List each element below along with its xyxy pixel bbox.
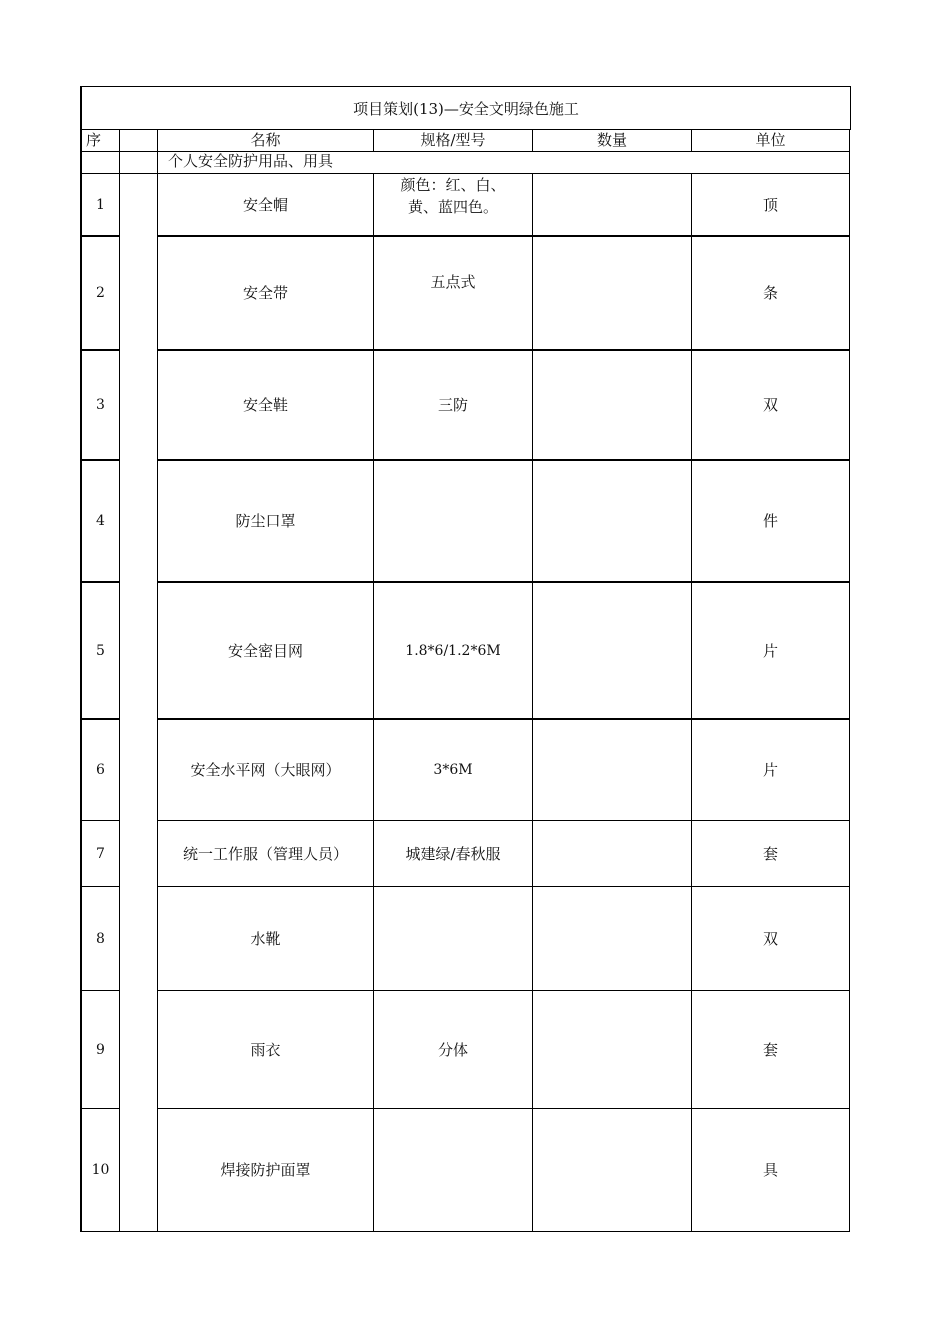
row-name: 焊接防护面罩: [158, 1109, 374, 1232]
row-name: 雨衣: [158, 991, 374, 1109]
row-unit: 具: [692, 1109, 850, 1232]
header-qty: 数量: [533, 130, 692, 152]
row-name: 安全鞋: [158, 351, 374, 461]
row-unit: 套: [692, 821, 850, 887]
section-seq-cell: [80, 152, 120, 174]
row-no: 7: [80, 821, 120, 887]
row-spec: [374, 174, 533, 237]
row-no: 9: [80, 991, 120, 1109]
row-no: 4: [80, 461, 120, 583]
row-no: 8: [80, 887, 120, 991]
row-unit: 件: [692, 461, 850, 583]
row-qty: [533, 583, 692, 720]
table-title: 项目策划(13)—安全文明绿色施工: [80, 86, 851, 130]
row-spec: 3*6M: [374, 720, 533, 821]
header-seq: 序: [80, 130, 120, 152]
row-no: 6: [80, 720, 120, 821]
header-name: 名称: [158, 130, 374, 152]
row-qty: [533, 821, 692, 887]
row-qty: [533, 351, 692, 461]
row-qty: [533, 461, 692, 583]
row-qty: [533, 887, 692, 991]
row-name: 安全密目网: [158, 583, 374, 720]
row-unit: 套: [692, 991, 850, 1109]
row-spec: 五点式: [374, 237, 533, 351]
row-spec: 三防: [374, 351, 533, 461]
row-no: 10: [80, 1109, 120, 1232]
row-unit: 双: [692, 887, 850, 991]
section-empty: [374, 152, 850, 174]
row-name: 防尘口罩: [158, 461, 374, 583]
header-spec: 规格/型号: [374, 130, 533, 152]
row-unit: 条: [692, 237, 850, 351]
header-blank: [120, 130, 158, 152]
row-spec: [374, 887, 533, 991]
header-unit: 单位: [692, 130, 850, 152]
row-spec-text: 颜色：红、白、黄、蓝四色。: [400, 176, 506, 216]
section-blank-cell: [120, 152, 158, 174]
row-qty: [533, 991, 692, 1109]
row-name: 统一工作服（管理人员）: [158, 821, 374, 887]
row-spec: 1.8*6/1.2*6M: [374, 583, 533, 720]
merged-blank-column: [120, 174, 158, 1232]
row-spec: 分体: [374, 991, 533, 1109]
row-name: 安全帽: [158, 174, 374, 237]
section-label: 个人安全防护用品、用具: [158, 152, 374, 174]
row-name: 安全带: [158, 237, 374, 351]
row-no: 2: [80, 237, 120, 351]
row-spec: [374, 1109, 533, 1232]
row-unit: 顶: [692, 174, 850, 237]
row-name: 水靴: [158, 887, 374, 991]
row-unit: 双: [692, 351, 850, 461]
row-spec: [374, 461, 533, 583]
row-no: 3: [80, 351, 120, 461]
row-qty: [533, 720, 692, 821]
row-unit: 片: [692, 583, 850, 720]
row-unit: 片: [692, 720, 850, 821]
row-no: 1: [80, 174, 120, 237]
row-spec: 城建绿/春秋服: [374, 821, 533, 887]
row-no: 5: [80, 583, 120, 720]
row-qty: [533, 237, 692, 351]
row-name: 安全水平网（大眼网）: [158, 720, 374, 821]
row-qty: [533, 174, 692, 237]
spreadsheet-table: [80, 86, 850, 1232]
row-qty: [533, 1109, 692, 1232]
